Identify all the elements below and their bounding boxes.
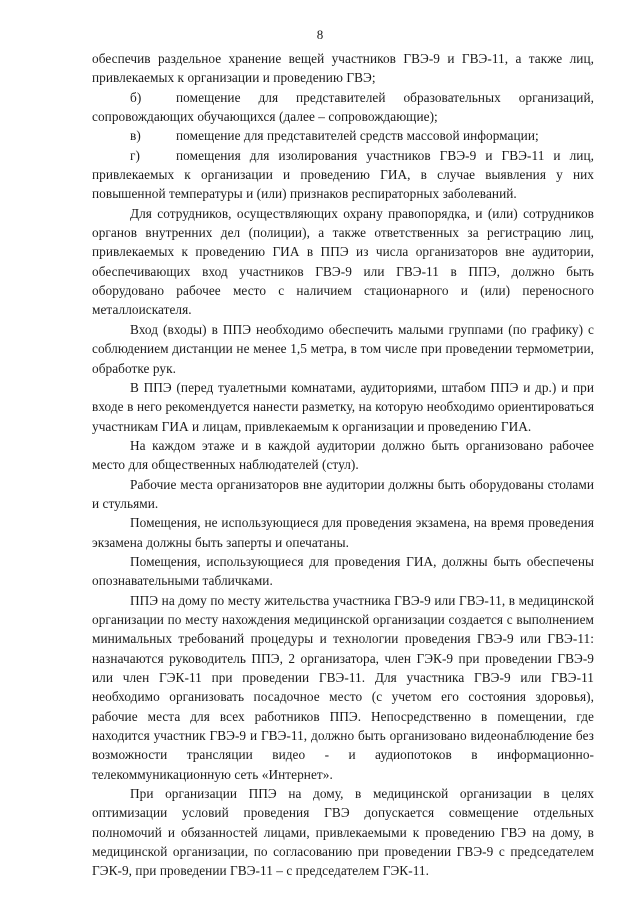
- list-item-g-text: помещения для изолирования участников ГВЭ-9 и ГВЭ-11 и лиц, привлекаемых к организации и проведению ГИА, в случае выявления у них повышенной температуры и (или) признаков респираторных заболеваний.: [92, 147, 594, 202]
- paragraph-signs: Помещения, использующиеся для проведения ГИА, должны быть обеспечены опознавательными табличками.: [92, 553, 594, 589]
- paragraph-continuation: обеспечив раздельное хранение вещей участников ГВЭ-9 и ГВЭ-11, а также лиц, привлекаемых к организации и проведению ГВЭ;: [92, 51, 594, 86]
- document-body: [92, 49, 594, 881]
- list-item-g: [92, 146, 594, 204]
- list-marker-g: г): [130, 147, 140, 163]
- list-item-b: [92, 88, 594, 127]
- list-marker-b: б): [130, 89, 142, 105]
- paragraph-combination: При организации ППЭ на дому, в медицинской организации в целях оптимизации условий проведения ГВЭ допускается совмещение отдельных полномочий и обязанностей лицами, привлекаемыми к проведению ГВЭ на дому, в медицинской организации, по согласованию при проведении ГВЭ-9 с председателем ГЭК-9, при проведении ГВЭ-11 – с председателем ГЭК-11.: [92, 786, 594, 879]
- paragraph-metal-detector: Для сотрудников, осуществляющих охрану правопорядка, и (или) сотрудников органов внутренних дел (полиции), а также ответственных за регистрацию лиц, привлекаемых к проведению ГИА в ППЭ из числа организаторов вне аудитории, обеспечивающих вход участников ГВЭ-9 или ГВЭ-11 в ППЭ, должно быть оборудовано рабочее место с наличием стационарного и (или) переносного металлоискателя.: [92, 205, 594, 318]
- page-number: 8: [316, 27, 324, 42]
- list-marker-v: в): [130, 128, 141, 144]
- list-item-v-text: помещение для представителей средств массовой информации;: [176, 128, 539, 144]
- paragraph-marking: В ППЭ (перед туалетными комнатами, аудиториями, штабом ППЭ и др.) и при входе в него рекомендуется нанести разметку, на которую необходимо ориентироваться участникам ГИА и лицам, привлекаемым к организации и проведению ГИА.: [92, 379, 594, 434]
- paragraph-home-exam-point: ППЭ на дому по месту жительства участника ГВЭ-9 или ГВЭ-11, в медицинской организации по месту нахождения медицинской организации создается с выполнением минимальных требований процедуры и технологии проведения ГВЭ-9 или ГВЭ-11: назначаются руководитель ППЭ, 2 организатора, член ГЭК-9 при проведении ГВЭ-9 или член ГЭК-11 при проведении ГВЭ-11. Для участника ГВЭ-9 или ГВЭ-11 необходимо организовать посадочное место (с учетом его состояния здоровья), рабочие места для всех работников ППЭ. Непосредственно в помещении, где находится участник ГВЭ-9 и ГВЭ-11, должно быть организовано видеонаблюдение без возможности трансляции видео - и аудиопотоков в информационно-телекоммуникационную сеть «Интернет».: [92, 592, 594, 782]
- list-item-v: [92, 126, 594, 145]
- list-item-b-text: помещение для представителей образовательных организаций, сопровождающих обучающихся (далее – сопровождающие);: [92, 89, 594, 125]
- paragraph-entrance: Вход (входы) в ППЭ необходимо обеспечить малыми группами (по графику) с соблюдением дистанции не менее 1,5 метра, в том числе при проведении термометрии, обработке рук.: [92, 321, 594, 376]
- paragraph-locked-rooms: Помещения, не использующиеся для проведения экзамена, на время проведения экзамена должны быть заперты и опечатаны.: [92, 515, 594, 550]
- paragraph-observers: На каждом этаже и в каждой аудитории должно быть организовано рабочее место для общественных наблюдателей (стул).: [92, 437, 594, 473]
- paragraph-organizers-workplaces: Рабочие места организаторов вне аудитории должны быть оборудованы столами и стульями.: [92, 476, 594, 511]
